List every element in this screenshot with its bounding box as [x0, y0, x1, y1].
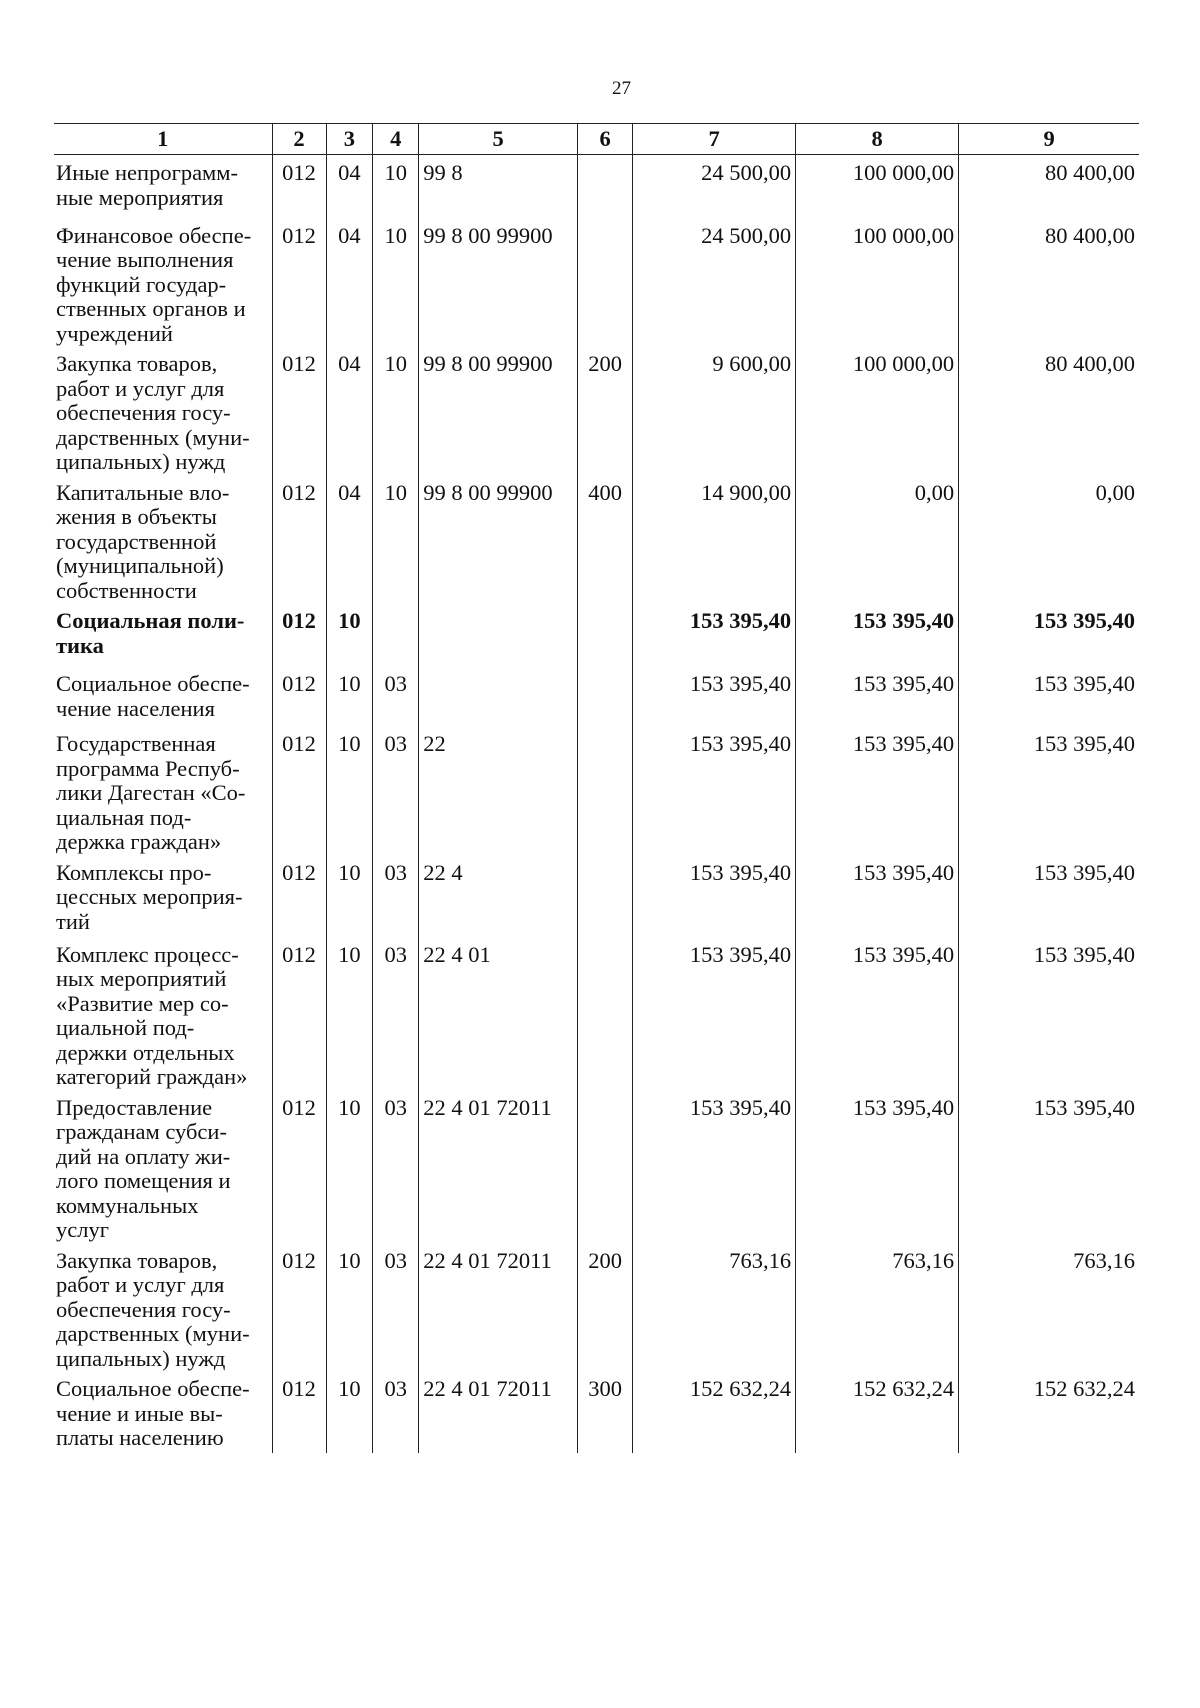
row-amount-9: 153 395,40 [959, 603, 1139, 666]
row-code-3: 10 [326, 666, 373, 726]
table-row [54, 1090, 1139, 1243]
row-code-4: 10 [373, 475, 419, 604]
header-cell: 9 [959, 124, 1139, 155]
row-amount-7: 9 600,00 [633, 346, 796, 475]
row-code-4 [373, 603, 419, 666]
row-amount-8: 152 632,24 [796, 1371, 959, 1453]
row-amount-7: 153 395,40 [633, 937, 796, 1090]
row-code-4: 03 [373, 937, 419, 1090]
header-cell: 8 [796, 124, 959, 155]
row-code-2: 012 [272, 346, 326, 475]
row-code-5: 22 4 [419, 855, 578, 937]
page-number: 27 [612, 78, 631, 99]
row-amount-8: 100 000,00 [796, 346, 959, 475]
row-code-6 [578, 155, 633, 218]
row-code-4: 03 [373, 1243, 419, 1372]
row-amount-8: 100 000,00 [796, 155, 959, 218]
row-code-6: 200 [578, 346, 633, 475]
row-code-5 [419, 666, 578, 726]
row-code-6 [578, 1090, 633, 1243]
row-description: Комплекс процесс- ных мероприятий «Развитие мер со- циальной под- держки отдельных категорий граждан» [56, 941, 248, 1089]
row-code-5: 99 8 00 99900 [419, 218, 578, 347]
table-row [54, 155, 1139, 218]
row-amount-8: 153 395,40 [796, 726, 959, 855]
row-amount-9: 152 632,24 [959, 1371, 1139, 1453]
row-code-2: 012 [272, 666, 326, 726]
header-cell: 2 [272, 124, 326, 155]
row-amount-8: 100 000,00 [796, 218, 959, 347]
row-amount-7: 153 395,40 [633, 666, 796, 726]
row-amount-8: 153 395,40 [796, 1090, 959, 1243]
row-amount-7: 24 500,00 [633, 155, 796, 218]
table-row [54, 346, 1139, 475]
row-code-2: 012 [272, 218, 326, 347]
header-cell: 1 [54, 124, 272, 155]
row-code-2: 012 [272, 1090, 326, 1243]
row-code-3: 10 [326, 603, 373, 666]
row-code-3: 10 [326, 855, 373, 937]
row-code-6: 300 [578, 1371, 633, 1453]
row-code-2: 012 [272, 603, 326, 666]
row-code-3: 04 [326, 218, 373, 347]
row-code-3: 10 [326, 726, 373, 855]
table-body [54, 155, 1139, 1454]
row-code-4: 10 [373, 346, 419, 475]
row-code-5: 22 4 01 72011 [419, 1243, 578, 1372]
row-description: Капитальные вло- жения в объекты государственной (муниципальной) собственности [56, 479, 230, 603]
row-amount-7: 153 395,40 [633, 1090, 796, 1243]
table-row [54, 603, 1139, 666]
table-row [54, 1371, 1139, 1453]
row-amount-8: 153 395,40 [796, 855, 959, 937]
row-description: Комплексы про- цессных мероприя- тий [56, 859, 243, 934]
row-code-4: 03 [373, 666, 419, 726]
table-row [54, 475, 1139, 604]
row-code-3: 10 [326, 1090, 373, 1243]
header-cell: 7 [633, 124, 796, 155]
row-code-3: 04 [326, 346, 373, 475]
header-row [54, 124, 1139, 155]
row-code-2: 012 [272, 1243, 326, 1372]
row-amount-7: 153 395,40 [633, 726, 796, 855]
row-amount-9: 153 395,40 [959, 855, 1139, 937]
row-amount-7: 153 395,40 [633, 855, 796, 937]
row-description: Закупка товаров, работ и услуг для обеспечения госу- дарственных (муни- ципальных) нужд [56, 1247, 250, 1371]
row-code-6 [578, 603, 633, 666]
row-code-3: 10 [326, 1243, 373, 1372]
row-code-4: 10 [373, 218, 419, 347]
row-code-6 [578, 937, 633, 1090]
row-code-5: 22 4 01 72011 [419, 1371, 578, 1453]
header-cell: 5 [419, 124, 578, 155]
table-row [54, 855, 1139, 937]
row-code-2: 012 [272, 937, 326, 1090]
row-description: Иные непрограмм- ные мероприятия [56, 160, 239, 210]
row-code-6: 400 [578, 475, 633, 604]
row-amount-9: 80 400,00 [959, 346, 1139, 475]
row-description: Социальное обеспе- чение населения [56, 671, 250, 721]
row-code-3: 04 [326, 475, 373, 604]
row-amount-8: 153 395,40 [796, 937, 959, 1090]
row-code-4: 10 [373, 155, 419, 218]
row-code-2: 012 [272, 475, 326, 604]
row-code-5: 22 4 01 72011 [419, 1090, 578, 1243]
row-amount-7: 14 900,00 [633, 475, 796, 604]
row-description: Финансовое обеспе- чение выполнения функций государ- ственных органов и учреждений [56, 222, 252, 346]
row-code-3: 10 [326, 937, 373, 1090]
row-code-2: 012 [272, 855, 326, 937]
table-row [54, 666, 1139, 726]
table-row [54, 1243, 1139, 1372]
row-amount-9: 153 395,40 [959, 726, 1139, 855]
row-amount-7: 153 395,40 [633, 603, 796, 666]
row-code-5: 99 8 00 99900 [419, 475, 578, 604]
row-code-6 [578, 726, 633, 855]
budget-table [54, 123, 1139, 1453]
row-amount-9: 153 395,40 [959, 1090, 1139, 1243]
row-code-6 [578, 218, 633, 347]
row-code-6 [578, 666, 633, 726]
row-code-2: 012 [272, 726, 326, 855]
row-code-5: 99 8 00 99900 [419, 346, 578, 475]
row-code-2: 012 [272, 155, 326, 218]
row-amount-9: 80 400,00 [959, 155, 1139, 218]
row-amount-8: 153 395,40 [796, 666, 959, 726]
row-amount-7: 152 632,24 [633, 1371, 796, 1453]
row-code-4: 03 [373, 1090, 419, 1243]
row-amount-9: 153 395,40 [959, 666, 1139, 726]
row-code-4: 03 [373, 726, 419, 855]
row-description: Социальное обеспе- чение и иные вы- платы населению [56, 1376, 250, 1450]
row-amount-9: 763,16 [959, 1243, 1139, 1372]
row-code-5 [419, 603, 578, 666]
header-cell: 6 [578, 124, 633, 155]
row-amount-7: 24 500,00 [633, 218, 796, 347]
header-cell: 3 [326, 124, 373, 155]
row-amount-8: 153 395,40 [796, 603, 959, 666]
row-description: Социальная поли- тика [56, 608, 245, 658]
row-code-6: 200 [578, 1243, 633, 1372]
row-code-5: 99 8 [419, 155, 578, 218]
row-code-4: 03 [373, 855, 419, 937]
row-code-5: 22 4 01 [419, 937, 578, 1090]
row-amount-9: 0,00 [959, 475, 1139, 604]
table-row [54, 726, 1139, 855]
row-code-3: 10 [326, 1371, 373, 1453]
row-amount-8: 0,00 [796, 475, 959, 604]
row-amount-7: 763,16 [633, 1243, 796, 1372]
row-amount-9: 153 395,40 [959, 937, 1139, 1090]
table-row [54, 218, 1139, 347]
row-description: Закупка товаров, работ и услуг для обеспечения госу- дарственных (муни- ципальных) нужд [56, 351, 250, 474]
table-row [54, 937, 1139, 1090]
row-code-2: 012 [272, 1371, 326, 1453]
row-amount-9: 80 400,00 [959, 218, 1139, 347]
row-description: Государственная программа Респуб- лики Дагестан «Со- циальная под- держка граждан» [56, 731, 246, 854]
row-description: Предоставление гражданам субси- дий на оплату жи- лого помещения и коммунальных услуг [56, 1094, 231, 1242]
row-code-4: 03 [373, 1371, 419, 1453]
row-code-6 [578, 855, 633, 937]
header-cell: 4 [373, 124, 419, 155]
row-code-3: 04 [326, 155, 373, 218]
row-amount-8: 763,16 [796, 1243, 959, 1372]
row-code-5: 22 [419, 726, 578, 855]
